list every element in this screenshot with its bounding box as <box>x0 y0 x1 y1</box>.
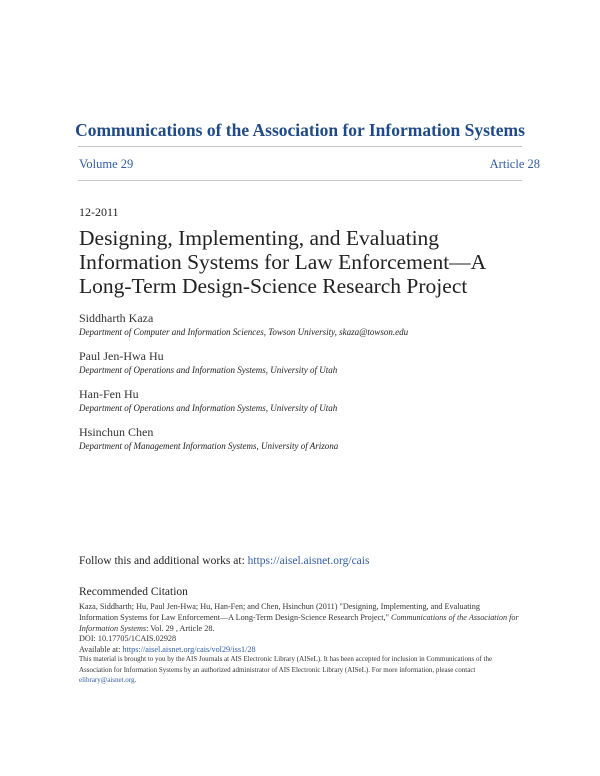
article-title <box>79 226 539 298</box>
author-affiliation-4: Department of Management Information Systems, University of Arizona <box>79 441 339 451</box>
citation-line-3 <box>79 624 549 635</box>
header-rule-bottom <box>78 180 522 181</box>
citation-block <box>79 602 549 656</box>
author-name-3: Han-Fen Hu <box>79 387 139 401</box>
repository-notice <box>79 654 549 686</box>
author-affiliation-2: Department of Operations and Information Systems, University of Utah <box>79 365 338 375</box>
follow-line <box>79 555 369 567</box>
citation-doi: DOI: 10.17705/1CAIS.02928 <box>79 634 177 644</box>
follow-text: Follow this and additional works at: <box>79 555 248 567</box>
follow-link[interactable]: https://aisel.aisnet.org/cais <box>247 555 370 567</box>
volume-link[interactable]: Volume 29 <box>79 157 134 171</box>
header-rule-top <box>78 146 522 147</box>
title-line-2: Information Systems for Law Enforcement—A <box>79 250 487 274</box>
notice-line-3 <box>79 675 549 686</box>
available-link[interactable]: https://aisel.aisnet.org/cais/vol29/iss1/28 <box>122 645 256 655</box>
publication-date: 12-2011 <box>79 205 119 219</box>
author-name-1: Siddharth Kaza <box>79 311 154 325</box>
citation-journal-text-cont: Information Systems <box>79 623 147 633</box>
notice-period: . <box>134 676 137 684</box>
author-name-2: Paul Jen-Hwa Hu <box>79 349 164 363</box>
notice-line-2: Association for Information Systems by an authorized administrator of AIS Electronic Library (AISeL). For more information, please contact <box>79 665 476 674</box>
citation-volume-text: : Vol. 29 , Article 28. <box>146 623 215 633</box>
article-link[interactable]: Article 28 <box>489 157 540 171</box>
author-affiliation-1: Department of Computer and Information Sciences, Towson University, skaza@towson.edu <box>79 327 409 337</box>
author-affiliation-3: Department of Operations and Information Systems, University of Utah <box>79 403 338 413</box>
title-line-3: Long-Term Design-Science Research Project <box>79 274 468 298</box>
citation-line-1: Kaza, Siddharth; Hu, Paul Jen-Hwa; Hu, Han-Fen; and Chen, Hsinchun (2011) "Designing, Implementing, and Evaluating <box>79 602 480 611</box>
available-label: Available at: <box>79 645 123 655</box>
citation-title-text: Information Systems for Law Enforcement—A Long-Term Design-Science Research Project," <box>79 612 391 622</box>
title-line-1: Designing, Implementing, and Evaluating <box>79 226 440 250</box>
recommended-citation-heading: Recommended Citation <box>79 586 188 598</box>
journal-title[interactable]: Communications of the Association for Information Systems <box>75 120 525 140</box>
citation-journal-text: Communications of the Association for <box>390 612 519 622</box>
citation-line-2 <box>79 613 549 624</box>
contact-email-link[interactable]: elibrary@aisnet.org <box>79 676 135 684</box>
notice-line-1: This material is brought to you by the AIS Journals at AIS Electronic Library (AISeL). It has been accepted for inclusion in Communications of the <box>79 655 493 663</box>
author-name-4: Hsinchun Chen <box>79 425 154 439</box>
